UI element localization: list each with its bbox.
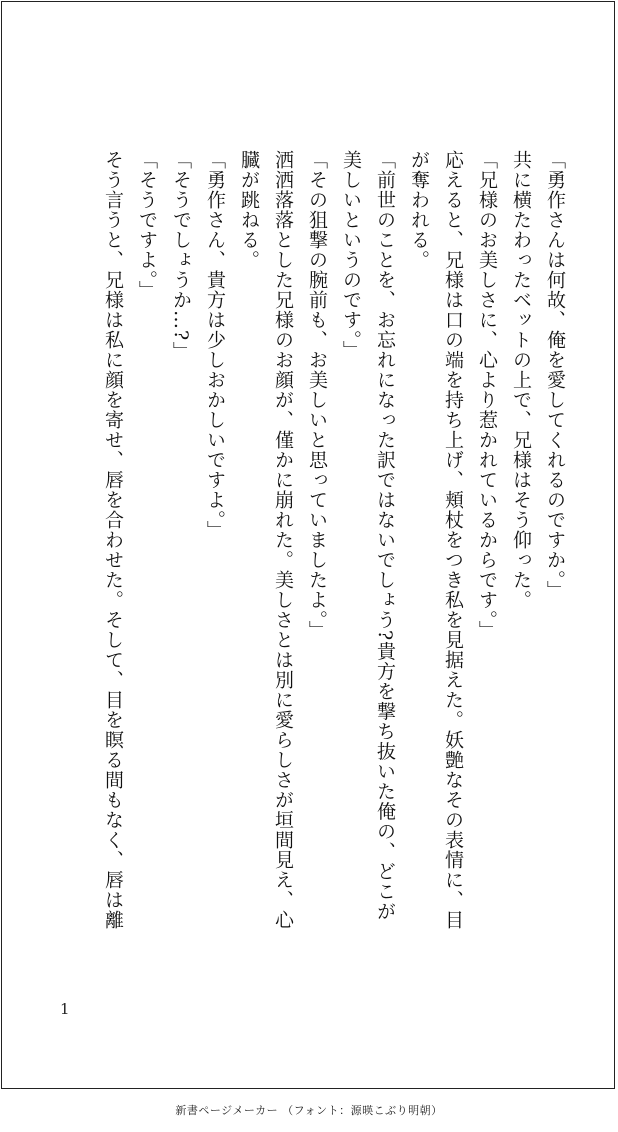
text-line: 応えると、兄様は口の端を持ち上げ、頬杖をつき私を見据えた。妖艶なその表情に、目 [442, 150, 464, 930]
book-page [1, 1, 615, 1089]
text-line: そう言うと、兄様は私に顔を寄せ、唇を合わせた。そして、目を瞑る間もなく、唇は離 [102, 150, 124, 930]
vertical-text-body [96, 150, 572, 930]
text-line: 共に横たわったベットの上で、兄様はそう仰った。 [510, 150, 532, 610]
text-line: 「そうですよ。」 [136, 150, 158, 301]
text-line: 「勇作さんは何故、俺を愛してくれるのですか。」 [544, 150, 566, 601]
text-line: 「前世のことを、お忘れになった訳ではないでしょう?貴方を撃ち抜いた俺の、どこが [374, 150, 396, 922]
text-line: 臓が跳ねる。 [238, 150, 260, 270]
text-line: が奪われる。 [408, 150, 430, 270]
text-line: 「そうでしょうか…?」 [170, 150, 192, 362]
text-line: 「勇作さん、貴方は少しおかしいですよ。」 [204, 150, 226, 541]
text-line: 「兄様のお美しさに、心より惹かれているからです。」 [476, 150, 498, 641]
text-line: 美しいというのです。」 [340, 150, 362, 361]
generator-caption: 新書ページメーカー （フォント：源暎こぶり明朝） [175, 1104, 443, 1117]
page-number: 1 [60, 1000, 70, 1018]
text-line: 「その狙撃の腕前も、お美しいと思っていましたよ。」 [306, 150, 328, 641]
text-line: 洒洒落落とした兄様のお顔が、僅かに崩れた。美しさとは別に愛らしさが垣間見え、心 [272, 150, 294, 930]
